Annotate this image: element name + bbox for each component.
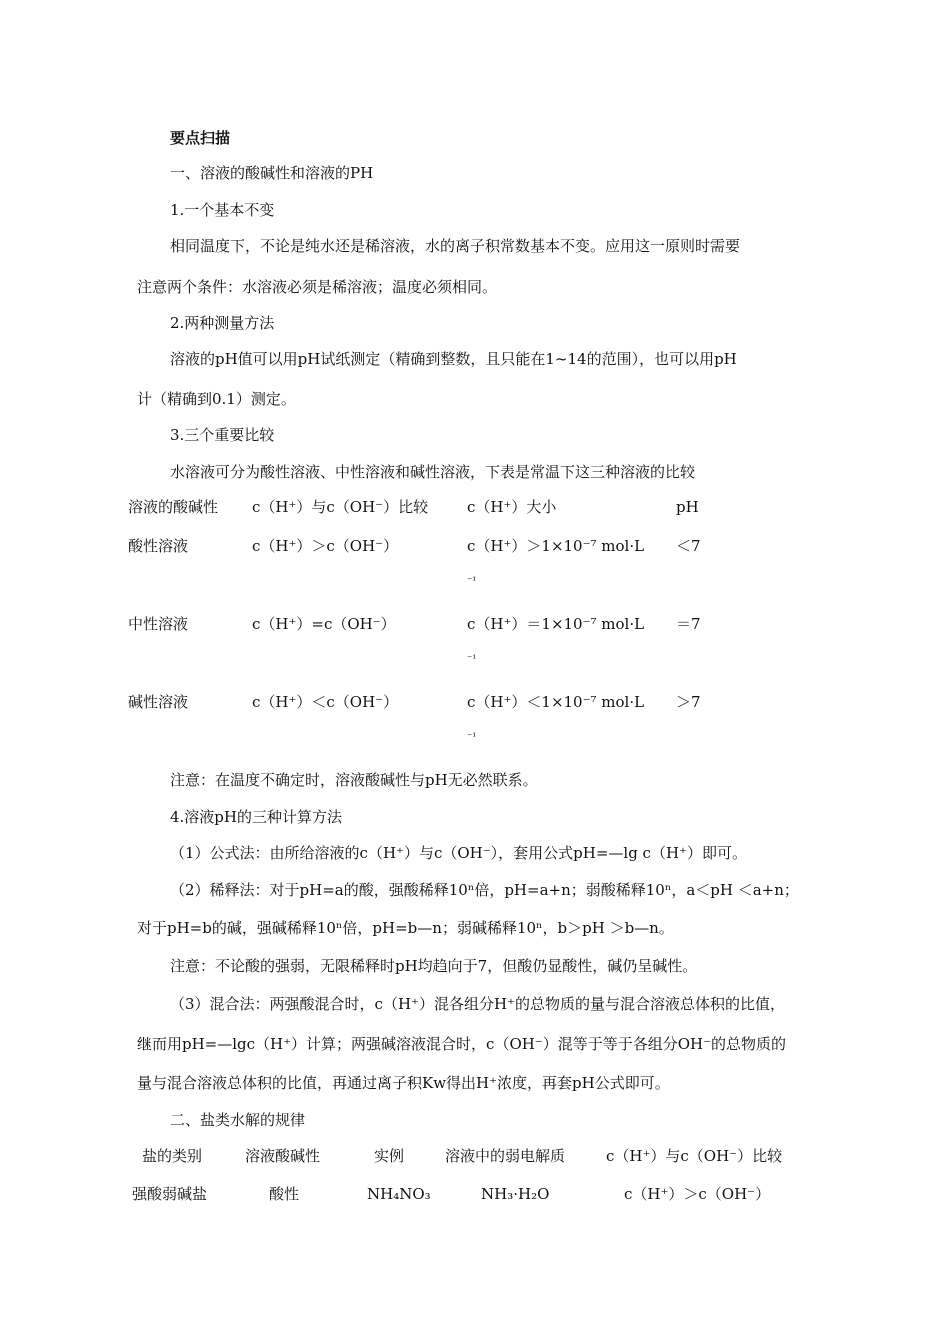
table-row-acid-compare: c（H⁺）＞c（OH⁻）	[252, 537, 399, 555]
point-1-line-1: 相同温度下，不论是纯水还是稀溶液，水的离子积常数基本不变。应用这一原则时需要	[170, 237, 741, 255]
table2-row-acidity: 酸性	[269, 1185, 300, 1203]
table2-row-category: 强酸弱碱盐	[132, 1185, 208, 1203]
table2-header-acidity: 溶液酸碱性	[245, 1147, 321, 1165]
point-1-title: 1.一个基本不变	[170, 201, 275, 219]
table2-row-example: NH₄NO₃	[367, 1185, 431, 1203]
method-1: （1）公式法：由所给溶液的c（H⁺）与c（OH⁻），套用公式pH=—lg c（H⁺）即可。	[170, 844, 747, 862]
point-3-title: 3.三个重要比较	[170, 426, 275, 444]
page-heading: 要点扫描	[170, 129, 231, 147]
table-row-base-unit-tail: ⁻¹	[467, 732, 477, 743]
note-1: 注意：在温度不确定时，溶液酸碱性与pH无必然联系。	[170, 771, 538, 789]
method-3-line-3: 量与混合溶液总体积的比值，再通过离子积Kw得出H⁺浓度，再套pH公式即可。	[137, 1074, 670, 1092]
point-2-line-2: 计（精确到0.1）测定。	[137, 390, 296, 408]
point-2-line-1: 溶液的pH值可以用pH试纸测定（精确到整数，且只能在1~14的范围），也可以用pH	[170, 350, 737, 368]
table-header-type: 溶液的酸碱性	[128, 498, 219, 516]
table-row-base-type: 碱性溶液	[128, 693, 189, 711]
table-row-neutral-ph: ＝7	[676, 615, 701, 633]
point-3-line-1: 水溶液可分为酸性溶液、中性溶液和碱性溶液，下表是常温下这三种溶液的比较	[170, 463, 696, 481]
method-2-line-2: 对于pH=b的碱，强碱稀释10ⁿ倍，pH=b—n；弱碱稀释10ⁿ，b＞pH ＞b—n。	[137, 919, 674, 937]
table-row-neutral-compare: c（H⁺）=c（OH⁻）	[252, 615, 396, 633]
table2-row-compare: c（H⁺）＞c（OH⁻）	[624, 1185, 771, 1203]
table-row-neutral-size: c（H⁺）＝1×10⁻⁷ mol·L	[467, 615, 645, 633]
table2-header-example: 实例	[374, 1147, 405, 1165]
point-2-title: 2.两种测量方法	[170, 314, 275, 332]
method-2-line-1: （2）稀释法：对于pH=a的酸，强酸稀释10ⁿ倍，pH=a+n；弱酸稀释10ⁿ，a＜pH ＜a+n；	[170, 881, 799, 899]
point-4-title: 4.溶液pH的三种计算方法	[170, 808, 342, 826]
point-1-line-2: 注意两个条件：水溶液必须是稀溶液；温度必须相同。	[137, 278, 498, 296]
table-header-ph: pH	[676, 498, 699, 516]
table-header-compare: c（H⁺）与c（OH⁻）比较	[252, 498, 429, 516]
table2-row-weak-electrolyte: NH₃·H₂O	[481, 1185, 550, 1203]
table-row-neutral-unit-tail: ⁻¹	[467, 654, 477, 665]
note-2: 注意：不论酸的强弱，无限稀释时pH均趋向于7，但酸仍显酸性，碱仍呈碱性。	[170, 957, 698, 975]
table-row-base-ph: ＞7	[676, 693, 701, 711]
section-1-title: 一、溶液的酸碱性和溶液的PH	[170, 164, 374, 182]
table-row-acid-type: 酸性溶液	[128, 537, 189, 555]
table2-header-compare: c（H⁺）与c（OH⁻）比较	[606, 1147, 783, 1165]
method-3-line-2: 继而用pH=—lgc（H⁺）计算；两强碱溶液混合时，c（OH⁻）混等于等于各组分OH⁻的总物质的	[137, 1035, 787, 1053]
table-row-base-size: c（H⁺）＜1×10⁻⁷ mol·L	[467, 693, 645, 711]
table-row-acid-ph: ＜7	[676, 537, 701, 555]
table2-header-category: 盐的类别	[142, 1147, 203, 1165]
table-row-acid-unit-tail: ⁻¹	[467, 576, 477, 587]
table2-header-weak-electrolyte: 溶液中的弱电解质	[445, 1147, 566, 1165]
table-row-base-compare: c（H⁺）＜c（OH⁻）	[252, 693, 399, 711]
table-row-neutral-type: 中性溶液	[128, 615, 189, 633]
table-row-acid-size: c（H⁺）＞1×10⁻⁷ mol·L	[467, 537, 645, 555]
method-3-line-1: （3）混合法：两强酸混合时，c（H⁺）混各组分H⁺的总物质的量与混合溶液总体积的比值，	[170, 995, 785, 1013]
table-header-size: c（H⁺）大小	[467, 498, 557, 516]
section-2-title: 二、盐类水解的规律	[170, 1111, 306, 1129]
